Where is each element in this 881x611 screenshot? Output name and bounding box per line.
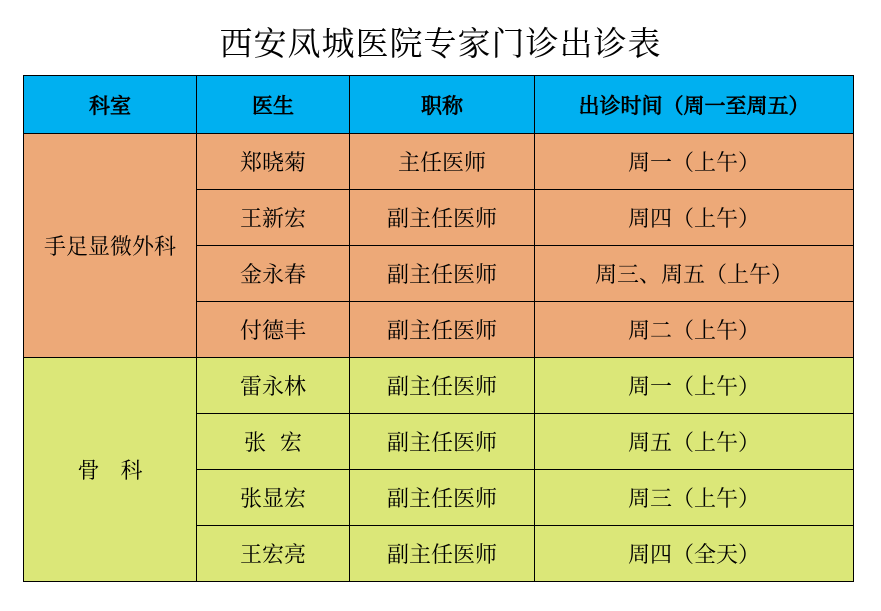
- time-cell: 周二（上午）: [535, 302, 854, 358]
- table-header-row: [24, 76, 854, 134]
- rank-cell: 副主任医师: [350, 414, 535, 470]
- page-title: 西安凤城医院专家门诊出诊表: [219, 24, 662, 63]
- doctor-cell: 王新宏: [197, 190, 350, 246]
- time-cell: 周三（上午）: [535, 470, 854, 526]
- time-cell: 周四（全天）: [535, 526, 854, 582]
- dept-cell-hand-microsurgery: 手足显微外科: [24, 134, 197, 358]
- time-cell: 周三、周五（上午）: [535, 246, 854, 302]
- header-dept: 科室: [24, 76, 197, 134]
- rank-cell: 副主任医师: [350, 358, 535, 414]
- rank-cell: 副主任医师: [350, 190, 535, 246]
- time-cell: 周一（上午）: [535, 134, 854, 190]
- table-row: [24, 134, 854, 190]
- header-rank: 职称: [350, 76, 535, 134]
- time-cell: 周五（上午）: [535, 414, 854, 470]
- time-cell: 周四（上午）: [535, 190, 854, 246]
- dept-cell-orthopedics: 骨 科: [24, 358, 197, 582]
- doctor-cell: 张 宏: [197, 414, 350, 470]
- schedule-table: [23, 75, 854, 582]
- doctor-cell: 张显宏: [197, 470, 350, 526]
- table-row: [24, 358, 854, 414]
- doctor-cell: 王宏亮: [197, 526, 350, 582]
- doctor-cell: 金永春: [197, 246, 350, 302]
- doctor-cell: 雷永林: [197, 358, 350, 414]
- rank-cell: 副主任医师: [350, 302, 535, 358]
- header-doctor: 医生: [197, 76, 350, 134]
- doctor-cell: 付德丰: [197, 302, 350, 358]
- rank-cell: 副主任医师: [350, 526, 535, 582]
- doctor-cell: 郑晓菊: [197, 134, 350, 190]
- rank-cell: 副主任医师: [350, 246, 535, 302]
- time-cell: 周一（上午）: [535, 358, 854, 414]
- rank-cell: 副主任医师: [350, 470, 535, 526]
- header-time: 出诊时间（周一至周五）: [535, 76, 854, 134]
- rank-cell: 主任医师: [350, 134, 535, 190]
